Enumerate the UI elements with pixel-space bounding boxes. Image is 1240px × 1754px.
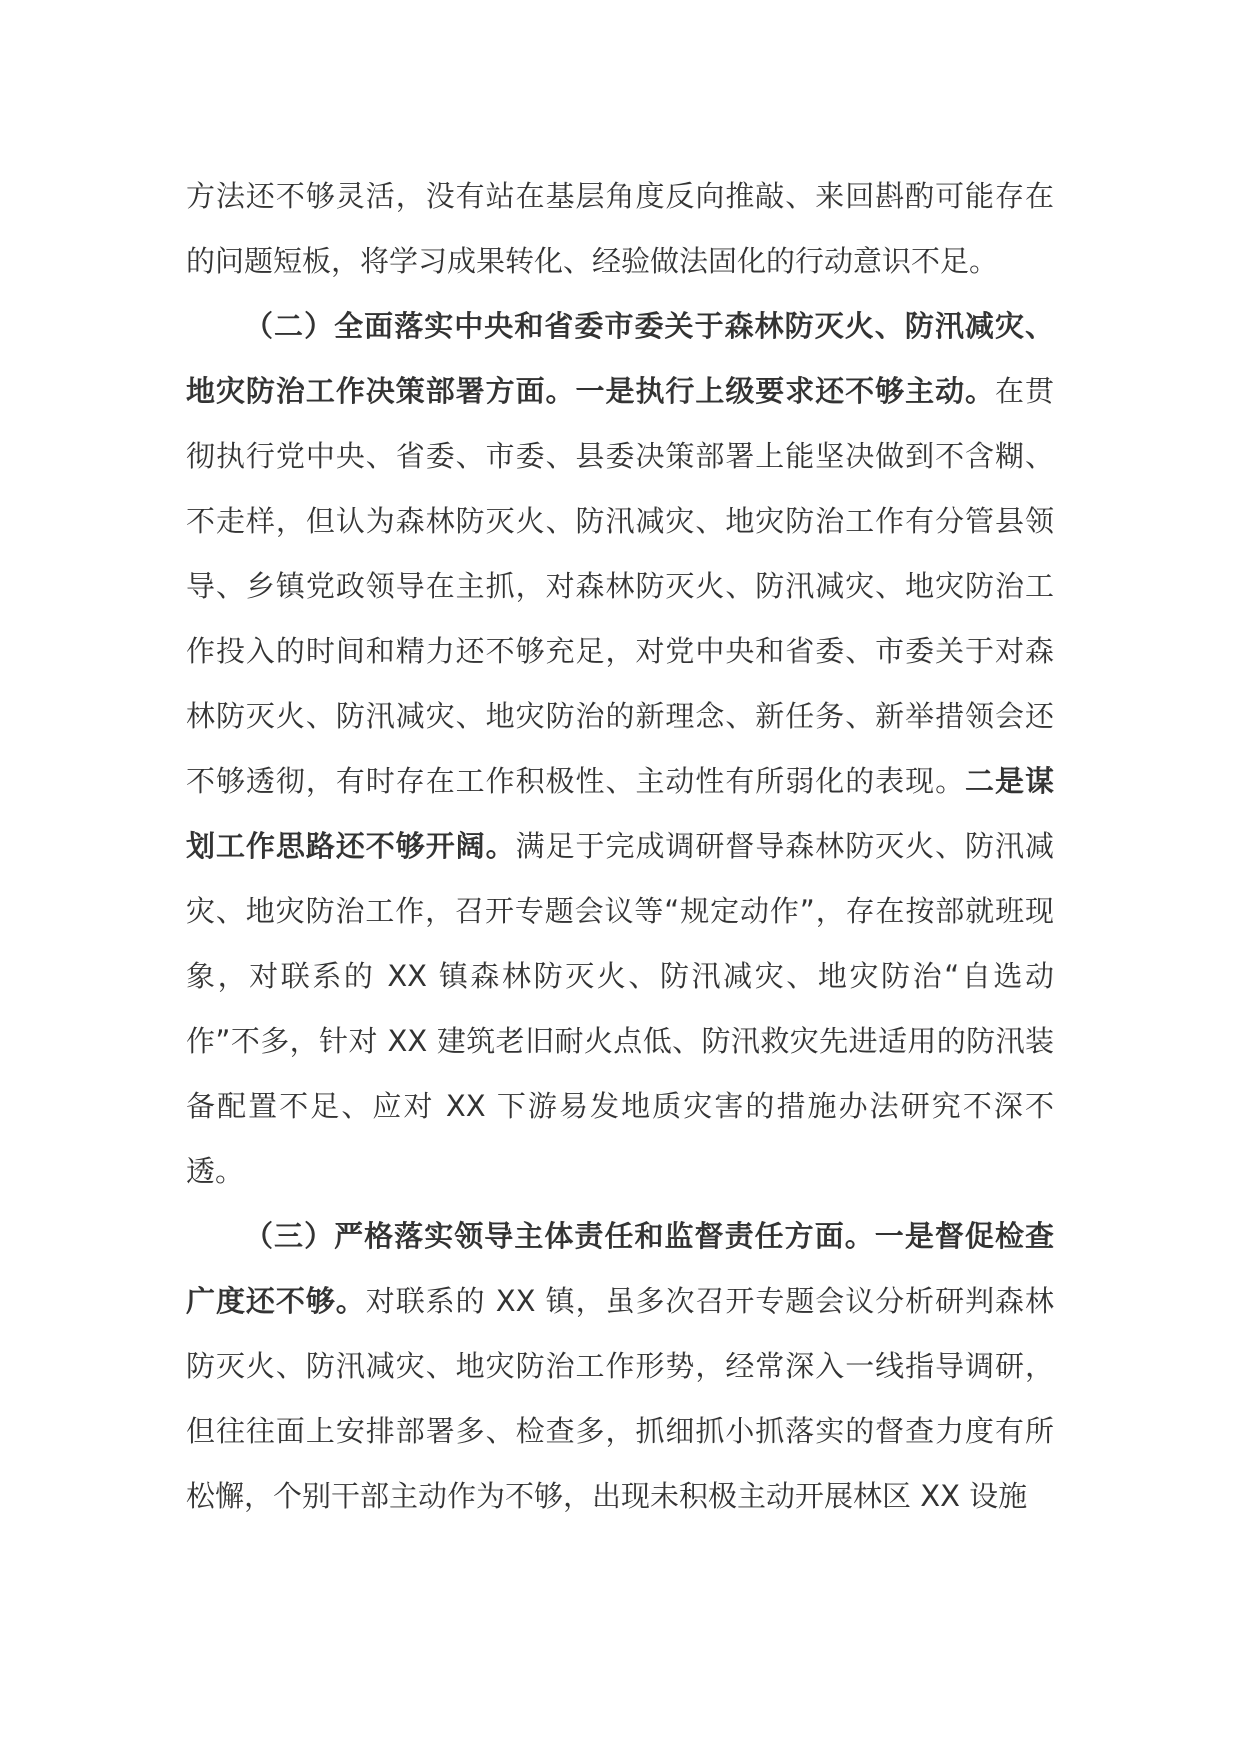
paragraph-section-3 (186, 1204, 1054, 1529)
body-text: 对联系的 XX 镇，虽多次召开专题会议分析研判森林防灭火、防汛减灾、地灾防治工作形势，经常深入一线指导调研，但往往面上安排部署多、检查多，抓细抓小抓落实的督查力度有所松懈，个别干部主动作为不够，出现未积极主动开展林区 XX 设施 (186, 1284, 1054, 1513)
point-heading: 一是督促检查广度还不够。 (186, 1219, 1054, 1318)
body-text: 方法还不够灵活，没有站在基层角度反向推敲、来回斟酌可能存在的问题短板，将学习成果转化、经验做法固化的行动意识不足。 (186, 179, 1054, 278)
section-heading: （三）严格落实领导主体责任和监督责任方面。 (244, 1219, 875, 1253)
document-body (186, 164, 1054, 1529)
body-text: 满足于完成调研督导森林防灭火、防汛减灾、地灾防治工作，召开专题会议等“规定动作”，存在按部就班现象，对联系的 XX 镇森林防灭火、防汛减灾、地灾防治“自选动作”不多，针对 XX 建筑老旧耐火点低、防汛救灾先进适用的防汛装备配置不足、应对 XX 下游易发地质灾害的措施办法研究不深不透。 (186, 829, 1054, 1188)
section-heading: （二）全面落实中央和省委市委关于森林防灭火、防汛减灾、地灾防治工作决策部署方面。 (186, 309, 1054, 408)
paragraph-section-2 (186, 294, 1054, 1204)
point-heading: 二是谋划工作思路还不够开阔。 (186, 764, 1054, 863)
point-heading: 一是执行上级要求还不够主动。 (575, 374, 995, 408)
body-text: 在贯彻执行党中央、省委、市委、县委决策部署上能坚决做到不含糊、不走样，但认为森林防灭火、防汛减灾、地灾防治工作有分管县领导、乡镇党政领导在主抓，对森林防灭火、防汛减灾、地灾防治工作投入的时间和精力还不够充足，对党中央和省委、市委关于对森林防灭火、防汛减灾、地灾防治的新理念、新任务、新举措领会还不够透彻，有时存在工作积极性、主动性有所弱化的表现。 (186, 374, 1054, 798)
paragraph-continuation (186, 164, 1054, 294)
